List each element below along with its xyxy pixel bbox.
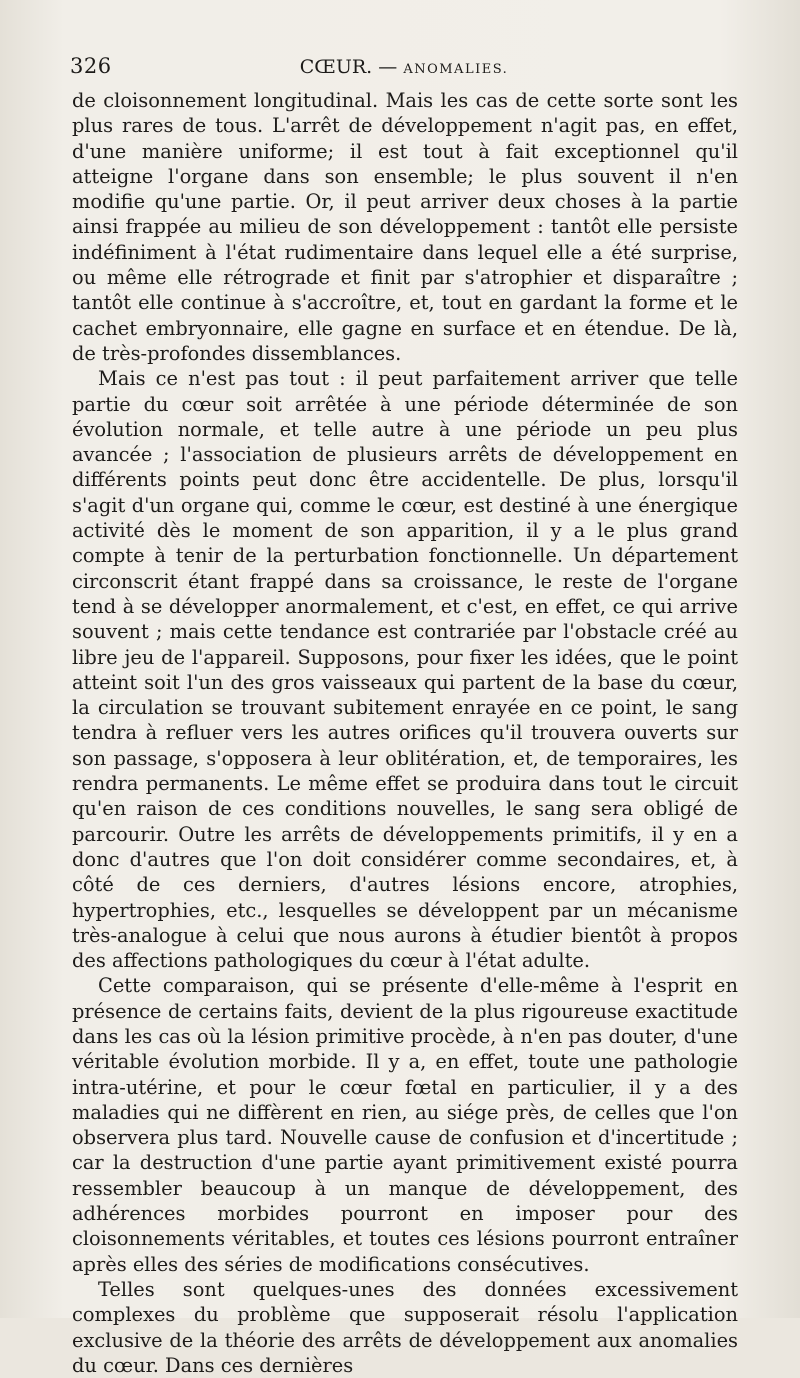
running-title-separator: —: [372, 56, 404, 78]
paragraph-4: Telles sont quelques-unes des données excessivement complexes du problème que supposerait résolu l'application exclusive de la théorie des arrêts de développement aux anomalies du cœur. Dans ces dernières: [72, 1277, 738, 1377]
page-number: 326: [70, 54, 112, 78]
running-title-main: CŒUR.: [299, 56, 373, 78]
paragraph-3: Cette comparaison, qui se présente d'elle-même à l'esprit en présence de certains faits, devient de la plus rigoureuse exactitude dans les cas où la lésion primitive procède, à n'en pas douter, d'une véritable évolution morbide. Il y a, en effet, toute une pathologie intra-utérine, et pour le cœur fœtal en particulier, il y a des maladies qui ne diffèrent en rien, au siége près, de celles que l'on observera plus tard. Nouvelle cause de confusion et d'incertitude ; car la destruction d'une partie ayant primitivement existé pourra ressembler beaucoup à un manque de développement, des adhérences morbides pourront en imposer pour des cloisonnements véritables, et toutes ces lésions pourront entraîner après elles des séries de modifications consécutives.: [72, 974, 738, 1276]
page-header: [70, 54, 738, 86]
running-title: [70, 56, 738, 78]
paragraph-1: de cloisonnement longitudinal. Mais les cas de cette sorte sont les plus rares de tous. L'arrêt de développement n'agit pas, en effet, d'une manière uniforme; il est tout à fait exceptionnel qu'il atteigne l'organe dans son ensemble; le plus souvent il n'en modifie qu'une partie. Or, il peut arriver deux choses à la partie ainsi frappée au milieu de son développement : tantôt elle persiste indéfiniment à l'état rudimentaire dans lequel elle a été surprise, ou même elle rétrograde et finit par s'atrophier et disparaître ; tantôt elle continue à s'accroître, et, tout en gardant la forme et le cachet embryonnaire, elle gagne en surface et en étendue. De là, de très-profondes dissemblances.: [72, 89, 738, 365]
running-title-sub: ANOMALIES.: [403, 62, 509, 77]
paragraph-2: Mais ce n'est pas tout : il peut parfaitement arriver que telle partie du cœur soit arrêtée à une période déterminée de son évolution normale, et telle autre à une période un peu plus avancée ; l'association de plusieurs arrêts de développement en différents points peut donc être accidentelle. De plus, lorsqu'il s'agit d'un organe qui, comme le cœur, est destiné à une énergique activité dès le moment de son apparition, il y a le plus grand compte à tenir de la perturbation fonctionnelle. Un département circonscrit étant frappé dans sa croissance, le reste de l'organe tend à se développer anormalement, et c'est, en effet, ce qui arrive souvent ; mais cette tendance est contrariée par l'obstacle créé au libre jeu de l'appareil. Supposons, pour fixer les idées, que le point atteint soit l'un des gros vaisseaux qui partent de la base du cœur, la circulation se trouvant subitement enrayée en ce point, le sang tendra à refluer vers les autres orifices qu'il trouvera ouverts sur son passage, s'opposera à leur oblitération, et, de temporaires, les rendra permanents. Le même effet se produira dans tout le circuit qu'en raison de ces conditions nouvelles, le sang sera obligé de parcourir. Outre les arrêts de développements primitifs, il y en a donc d'autres que l'on doit considérer comme secondaires, et, à côté de ces derniers, d'autres lésions encore, atrophies, hypertrophies, etc., lesquelles se développent par un mécanisme très-analogue à celui que nous aurons à étudier bientôt à propos des affections pathologiques du cœur à l'état adulte.: [72, 367, 738, 973]
body-text: [72, 88, 738, 1378]
